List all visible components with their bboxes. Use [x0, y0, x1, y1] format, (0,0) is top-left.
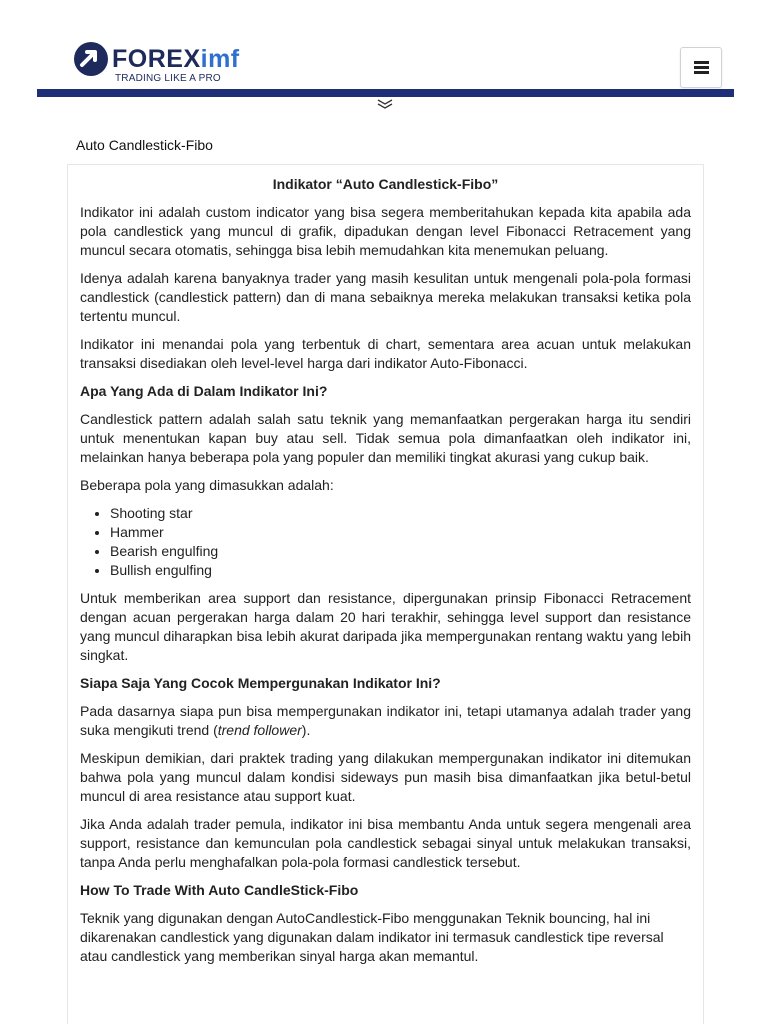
- paragraph-beginner: Jika Anda adalah trader pemula, indikator ini bisa membantu Anda untuk segera mengenali area support, resistance dan kemunculan pola candlestick sebagai sinyal untuk melakukan transaksi, tanpa Anda perlu menghafalkan pola-pola formasi candlestick tersebut.: [80, 816, 691, 870]
- hamburger-menu-icon: [694, 61, 709, 74]
- paragraph-sideways: Meskipun demikian, dari praktek trading yang dilakukan mempergunakan indikator ini ditemukan bahwa pola yang muncul dalam kondisi sideways pun masih bisa dimanfaatkan jika betul-betul muncul di area resistance atau support kuat.: [80, 750, 691, 804]
- nav-bar: [37, 89, 734, 97]
- logo-arrow-icon: [72, 40, 110, 78]
- audience-text-after: ).: [301, 722, 311, 738]
- paragraph-candlestick: Candlestick pattern adalah salah satu teknik yang memanfaatkan pergerakan harga itu sendiri untuk menentukan kapan buy atau sell. Tidak semua pola dimanfaatkan oleh indikator ini, melainkan hanya beberapa pola yang populer dan memiliki tingkat akurasi yang cukup baik.: [80, 411, 691, 465]
- list-item: • Bearish engulfing: [110, 542, 691, 561]
- audience-text-italic: trend follower: [217, 722, 302, 738]
- audience-text-before: Pada dasarnya siapa pun bisa mempergunakan indikator ini, tetapi utamanya adalah trader yang suka mengikuti trend (: [80, 703, 691, 738]
- paragraph-audience: [80, 702, 691, 740]
- article-heading: Indikator “Auto Candlestick-Fibo”: [272, 176, 499, 192]
- section-heading-how-to-trade: How To Trade With Auto CandleStick-Fibo: [80, 882, 359, 898]
- logo-tagline: TRADING LIKE A PRO: [115, 73, 221, 84]
- paragraph-technique: Teknik yang digunakan dengan AutoCandlestick-Fibo menggunakan Teknik bouncing, hal ini dikarenakan candlestick yang digunakan dalam indikator ini termasuk candlestick tipe reversal atau candlestick yang memberikan sinyal harga akan memantul.: [80, 910, 664, 964]
- menu-toggle-button[interactable]: [680, 47, 722, 88]
- site-header: [0, 0, 768, 120]
- paragraph-marking: Indikator ini menandai pola yang terbentuk di chart, sementara area acuan untuk melakukan transaksi disediakan oleh level-level harga dari indikator Auto-Fibonacci.: [80, 336, 691, 371]
- page-title: Auto Candlestick-Fibo: [76, 137, 213, 153]
- paragraph-fibonacci: Untuk memberikan area support dan resistance, dipergunakan prinsip Fibonacci Retracement dengan acuan pergerakan harga dalam 20 hari terakhir, sehingga level support dan resistance yang muncul diharapkan bisa lebih akurat daripada jika mempergunakan rentang waktu yang lebih singkat.: [80, 590, 691, 663]
- list-item: • Shooting star: [110, 504, 691, 523]
- pattern-list: [80, 504, 691, 580]
- paragraph-idea: Idenya adalah karena banyaknya trader yang masih kesulitan untuk mengenali pola-pola formasi candlestick (candlestick pattern) dan di mana sebaiknya mereka melakukan transaksi ketika pola tertentu muncul.: [80, 270, 691, 324]
- section-heading-audience: Siapa Saja Yang Cocok Mempergunakan Indikator Ini?: [80, 675, 441, 691]
- logo-accent-text: imf: [200, 45, 240, 73]
- section-heading-contents: Apa Yang Ada di Dalam Indikator Ini?: [80, 383, 328, 399]
- list-item: • Hammer: [110, 523, 691, 542]
- logo-wordmark: [112, 45, 240, 73]
- paragraph-intro: Indikator ini adalah custom indicator yang bisa segera memberitahukan kepada kita apabila ada pola candlestick yang muncul di grafik, dipadukan dengan level Fibonacci Retracement yang muncul secara otomatis, sehingga bisa lebih memudahkan kita menemukan peluang.: [80, 204, 691, 258]
- double-chevron-down-icon[interactable]: [376, 98, 394, 110]
- paragraph-patterns-intro: Beberapa pola yang dimasukkan adalah:: [80, 477, 334, 493]
- logo-main-text: FOREX: [112, 45, 201, 73]
- site-logo[interactable]: [72, 40, 252, 86]
- article-content: [67, 164, 704, 1024]
- list-item: • Bullish engulfing: [110, 561, 691, 580]
